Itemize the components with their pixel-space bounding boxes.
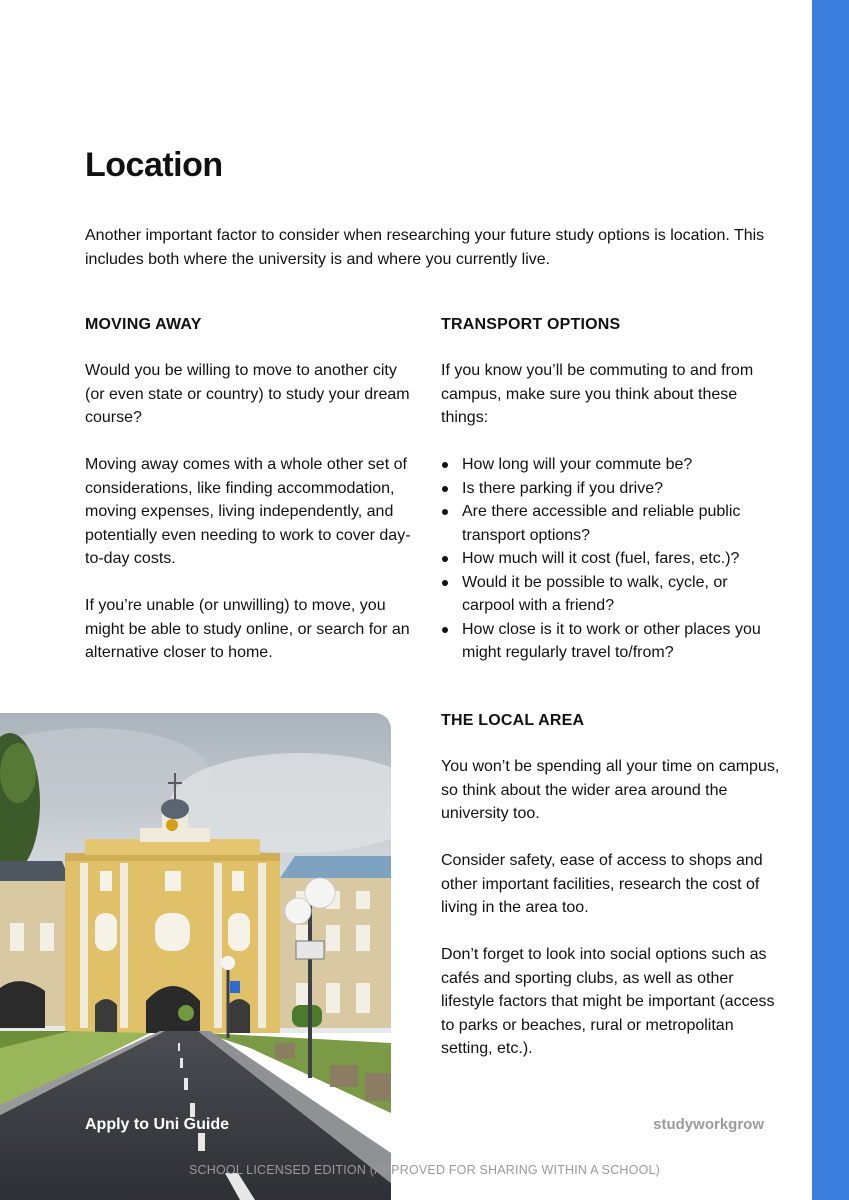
transport-section: [441, 316, 781, 665]
moving-away-paragraph-2: Moving away comes with a whole other set of considerations, like finding accommodation, moving expenses, living independently, and potentially even needing to work to cover day-to-day costs.: [85, 456, 411, 567]
local-area-paragraph-1: You won’t be spending all your time on campus, so think about the wider area around the university too.: [441, 758, 780, 822]
transport-bullet-list: [441, 453, 781, 665]
local-area-paragraph-2: Consider safety, ease of access to shops and other important facilities, research the cost of living in the area too.: [441, 852, 763, 916]
list-item: How long will your commute be?: [441, 453, 781, 477]
local-area-section: [441, 712, 781, 1084]
transport-heading: TRANSPORT OPTIONS: [441, 316, 621, 333]
page-title: Location: [85, 146, 223, 184]
accent-side-bar: [812, 0, 849, 1200]
transport-intro: If you know you’ll be commuting to and from campus, make sure you think about these things:: [441, 362, 754, 426]
intro-paragraph: Another important factor to consider when researching your future study options is location. This includes both where the university is and where you currently live.: [85, 227, 765, 268]
list-item: Is there parking if you drive?: [441, 477, 781, 501]
list-item: Would it be possible to walk, cycle, or carpool with a friend?: [441, 571, 781, 618]
list-item: Are there accessible and reliable public transport options?: [441, 500, 781, 547]
list-item: How close is it to work or other places you might regularly travel to/from?: [441, 618, 781, 665]
licence-notice: SCHOOL LICENSED EDITION (APPROVED FOR SHARING WITHIN A SCHOOL): [188, 1163, 661, 1177]
moving-away-paragraph-3: If you’re unable (or unwilling) to move, you might be able to study online, or search for an alternative closer to home.: [85, 597, 410, 661]
list-item: How much will it cost (fuel, fares, etc.)?: [441, 547, 781, 571]
guide-name: Apply to Uni Guide: [85, 1116, 229, 1133]
local-area-paragraph-3: Don’t forget to look into social options such as cafés and sporting clubs, as well as other lifestyle factors that might be important (access to parks or beaches, rural or metropolitan setting, etc.).: [441, 946, 775, 1057]
moving-away-section: [85, 316, 415, 688]
brand-name: studyworkgrow: [653, 1116, 764, 1133]
moving-away-heading: MOVING AWAY: [85, 316, 202, 333]
local-area-heading: THE LOCAL AREA: [441, 712, 585, 729]
moving-away-paragraph-1: Would you be willing to move to another city (or even state or country) to study your dream course?: [85, 362, 410, 426]
